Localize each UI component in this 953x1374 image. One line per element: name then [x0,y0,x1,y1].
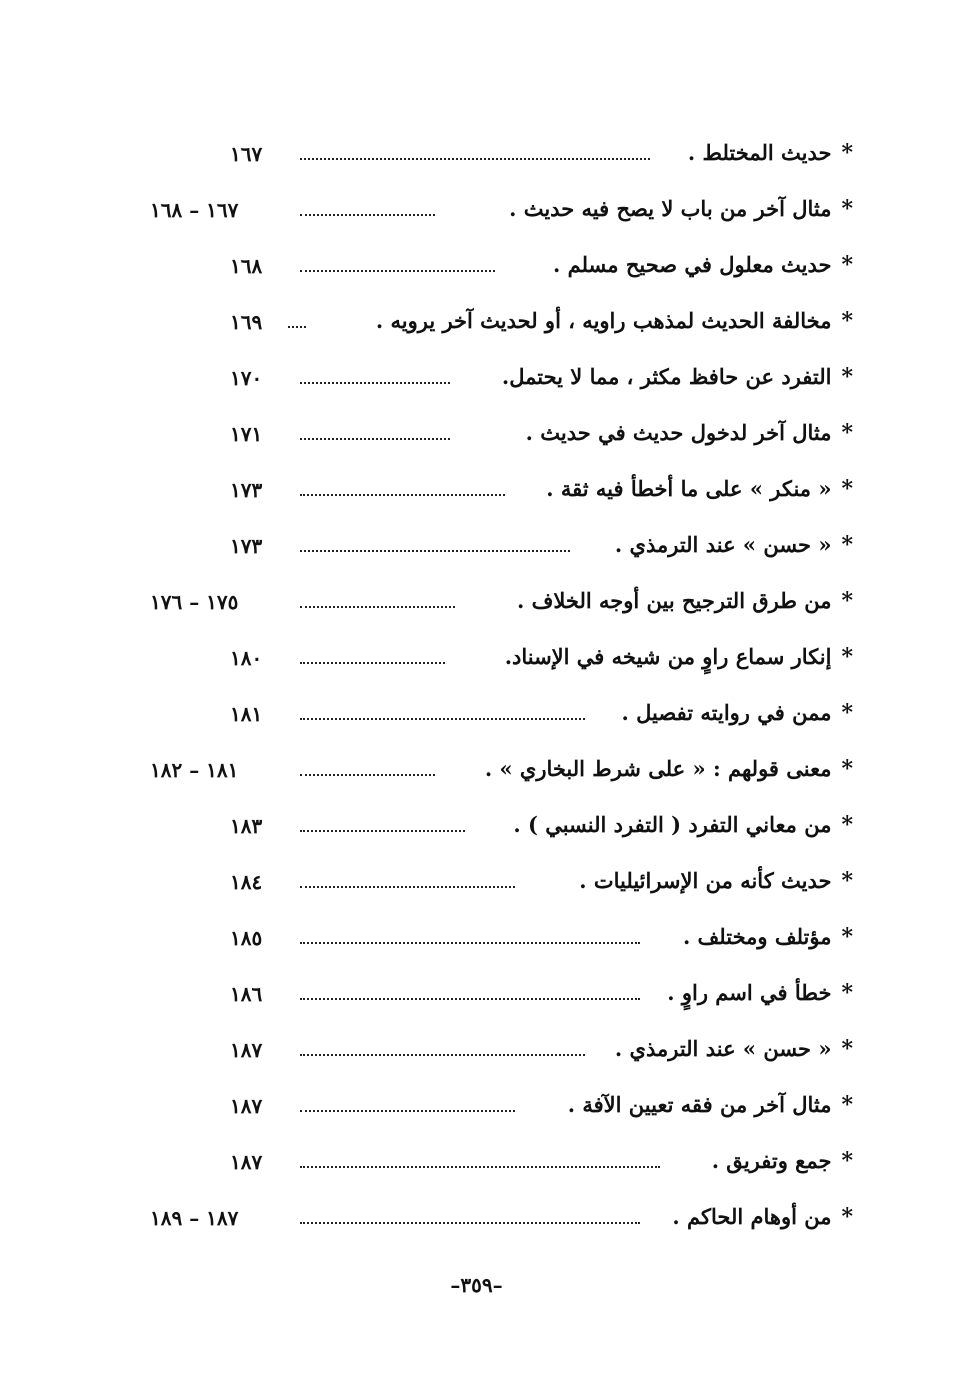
entry-title: « منكر » على ما أخطأ فيه ثقة . [546,476,832,501]
toc-entry [0,690,953,746]
entry-page: ١٨٧ [230,1150,263,1174]
entry-text [505,644,853,670]
entry-page: ١٧١ [230,422,263,446]
asterisk-bullet: * [841,924,853,950]
toc-entry [0,298,953,354]
entry-page: ١٨٤ [230,870,263,894]
entry-text [683,924,853,950]
toc-entry [0,1138,953,1194]
dot-leader [300,270,495,272]
entry-text [553,252,853,278]
toc-entry [0,578,953,634]
dot-leader [300,662,445,664]
dot-leader [300,438,450,440]
entry-text [672,1204,853,1230]
entry-title: حديث كأنه من الإسرائيليات . [579,868,832,893]
entry-title: مثال آخر لدخول حديث في حديث . [525,420,832,445]
entry-text [688,140,853,166]
dot-leader [300,1222,640,1224]
asterisk-bullet: * [841,700,853,726]
asterisk-bullet: * [841,196,853,222]
dot-leader [300,998,640,1000]
toc-entry [0,970,953,1026]
entry-title: التفرد عن حافظ مكثر ، مما لا يحتمل. [501,364,832,389]
entry-page: ١٧٠ [230,366,263,390]
entry-text [526,420,853,446]
toc-entry [0,466,953,522]
asterisk-bullet: * [841,1092,853,1118]
asterisk-bullet: * [841,812,853,838]
entry-text [485,756,853,782]
entry-page: ١٦٧ [230,142,263,166]
asterisk-bullet: * [841,588,853,614]
toc-entry [0,1194,953,1250]
entry-page: ١٧٣ [230,534,263,558]
entry-title: مخالفة الحديث لمذهب راويه ، أو لحديث آخر يرويه . [375,308,832,333]
dot-leader [300,718,585,720]
dot-leader [300,1110,515,1112]
dot-leader [300,550,570,552]
dot-leader [300,830,465,832]
toc-entry [0,802,953,858]
entry-page: ١٨٦ [230,982,263,1006]
toc-entry [0,130,953,186]
asterisk-bullet: * [841,868,853,894]
entry-text [502,364,853,390]
toc-entry [0,410,953,466]
dot-leader [300,1054,585,1056]
entry-title: مؤتلف ومختلف . [682,924,832,949]
entry-title: « حسن » عند الترمذي . [614,532,832,557]
entry-text [622,700,853,726]
page-number: –٣٥٩– [450,1273,503,1297]
asterisk-bullet: * [841,140,853,166]
asterisk-bullet: * [841,1204,853,1230]
entry-text [579,868,853,894]
entry-title: من طرق الترجيح بين أوجه الخلاف . [516,588,832,613]
entry-page: ١٨١ – ١٨٢ [150,758,239,782]
entry-page: ١٨٧ [230,1094,263,1118]
dot-leader [300,774,435,776]
entry-title: ممن في روايته تفصيل . [621,700,832,725]
asterisk-bullet: * [841,644,853,670]
entry-text [615,1036,853,1062]
table-of-contents [0,130,953,1250]
dot-leader [288,326,306,328]
toc-entry [0,242,953,298]
entry-text [712,1148,853,1174]
entry-page: ١٦٧ – ١٦٨ [150,198,239,222]
entry-page: ١٧٣ [230,478,263,502]
entry-page: ١٨٧ – ١٨٩ [150,1206,239,1230]
asterisk-bullet: * [841,476,853,502]
asterisk-bullet: * [841,364,853,390]
entry-text [568,1092,853,1118]
entry-page: ١٦٩ [230,310,263,334]
dot-leader [300,1166,660,1168]
entry-title: حديث المختلط . [687,140,832,165]
entry-text [509,196,853,222]
entry-page: ١٨٧ [230,1038,263,1062]
asterisk-bullet: * [841,980,853,1006]
entry-title: مثال آخر من فقه تعيين الآفة . [567,1092,832,1117]
asterisk-bullet: * [841,420,853,446]
dot-leader [300,382,450,384]
toc-entry [0,634,953,690]
entry-title: معنى قولهم : « على شرط البخاري » . [484,756,832,781]
entry-title: مثال آخر من باب لا يصح فيه حديث . [509,196,832,221]
asterisk-bullet: * [841,252,853,278]
dot-leader [300,158,650,160]
asterisk-bullet: * [841,1148,853,1174]
entry-title: « حسن » عند الترمذي . [614,1036,832,1061]
asterisk-bullet: * [841,1036,853,1062]
dot-leader [300,214,435,216]
entry-title: إنكار سماع راوٍ من شيخه في الإسناد. [504,644,832,669]
entry-page: ١٧٥ – ١٧٦ [150,590,239,614]
entry-title: من معاني التفرد ( التفرد النسبي ) . [513,812,832,837]
entry-page: ١٨١ [230,702,263,726]
entry-text [667,980,853,1006]
dot-leader [300,494,505,496]
toc-entry [0,354,953,410]
entry-title: جمع وتفريق . [711,1148,832,1173]
toc-entry [0,522,953,578]
entry-page: ١٦٨ [230,254,263,278]
entry-text [615,532,853,558]
entry-title: من أوهام الحاكم . [672,1204,832,1229]
toc-entry [0,746,953,802]
entry-title: حديث معلول في صحيح مسلم . [552,252,832,277]
page-footer [0,1273,953,1297]
dot-leader [300,886,515,888]
toc-entry [0,1082,953,1138]
entry-text [513,812,853,838]
entry-page: ١٨٣ [230,814,263,838]
toc-entry [0,186,953,242]
dot-leader [300,606,455,608]
entry-text [376,308,853,334]
dot-leader [300,942,640,944]
toc-entry [0,1026,953,1082]
asterisk-bullet: * [841,756,853,782]
entry-text [546,476,853,502]
toc-entry [0,858,953,914]
entry-text [517,588,853,614]
entry-page: ١٨٠ [230,646,263,670]
toc-entry [0,914,953,970]
asterisk-bullet: * [841,308,853,334]
entry-title: خطأ في اسم راوٍ . [667,980,832,1005]
entry-page: ١٨٥ [230,926,263,950]
asterisk-bullet: * [841,532,853,558]
